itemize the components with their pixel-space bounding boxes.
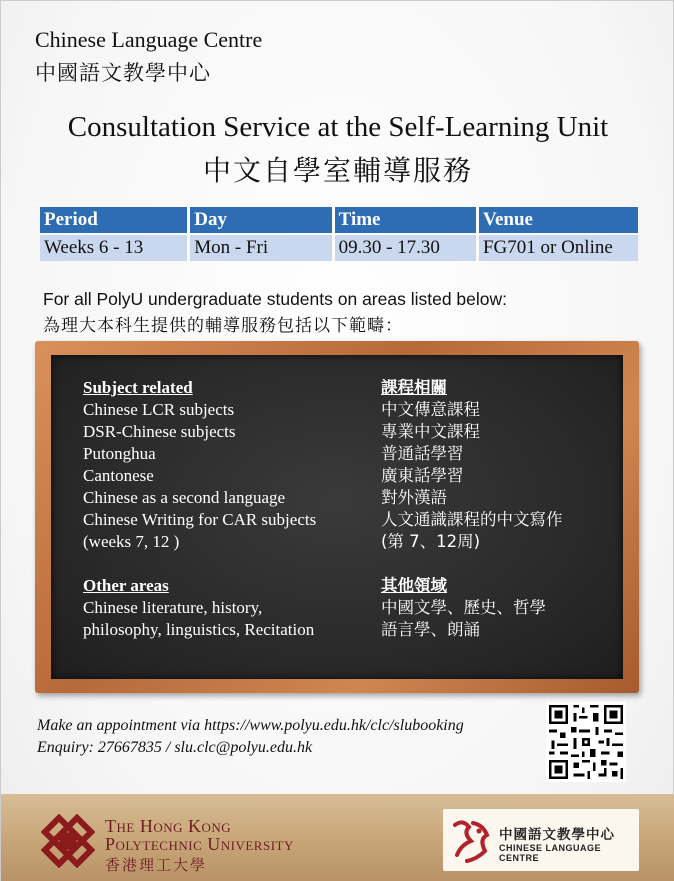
schedule-header-time: Time bbox=[335, 207, 476, 233]
list-item: Chinese literature, history, bbox=[83, 598, 263, 617]
contact-info bbox=[37, 715, 464, 759]
list-item: 中文傳意課程 bbox=[381, 400, 480, 419]
list-item: philosophy, linguistics, Recitation bbox=[83, 620, 315, 639]
intro-text-zh: 為理大本科生提供的輔導服務包括以下範疇： bbox=[43, 316, 403, 336]
list-item: 中國文學、歷史、哲學 bbox=[381, 598, 546, 617]
list-item: (weeks 7, 12 ) bbox=[83, 532, 180, 551]
polyu-name-line2: Polytechnic University bbox=[105, 834, 294, 854]
list-item: DSR-Chinese subjects bbox=[83, 422, 236, 441]
schedule-day: Mon - Fri bbox=[190, 235, 331, 261]
schedule-time: 09.30 - 17.30 bbox=[335, 235, 476, 261]
other-heading-zh: 其他領域 bbox=[381, 576, 447, 595]
chalkboard-frame bbox=[35, 341, 639, 693]
schedule-header-day: Day bbox=[190, 207, 331, 233]
list-item: Cantonese bbox=[83, 466, 154, 485]
list-item: 專業中文課程 bbox=[381, 422, 480, 441]
list-item: Chinese LCR subjects bbox=[83, 400, 235, 419]
footer bbox=[1, 794, 674, 881]
schedule-header-period: Period bbox=[40, 207, 187, 233]
list-item: 對外漢語 bbox=[381, 488, 447, 507]
schedule-table bbox=[37, 205, 641, 263]
chalkboard bbox=[51, 355, 623, 679]
list-item: Chinese Writing for CAR subjects bbox=[83, 510, 317, 529]
clc-name-en: CHINESE LANGUAGE CENTRE bbox=[499, 843, 602, 863]
schedule-row bbox=[40, 235, 638, 261]
polyu-name-zh: 香港理工大學 bbox=[105, 856, 208, 874]
qr-code-icon[interactable] bbox=[546, 702, 626, 782]
services-list-zh bbox=[381, 377, 621, 641]
list-item: (第 7、12周) bbox=[381, 532, 481, 551]
list-item: Putonghua bbox=[83, 444, 156, 463]
services-list-en bbox=[83, 377, 373, 641]
page-title-zh: 中文自學室輔導服務 bbox=[202, 154, 473, 187]
schedule-period: Weeks 6 - 13 bbox=[40, 235, 187, 261]
list-item: 廣東話學習 bbox=[381, 466, 464, 485]
polyu-logo-icon bbox=[41, 814, 95, 868]
list-item: 人文通識課程的中文寫作 bbox=[381, 510, 563, 529]
page-title-en: Consultation Service at the Self-Learning Unit bbox=[67, 111, 609, 143]
clc-logo-badge bbox=[443, 809, 639, 871]
clc-name-zh: 中國語文教學中心 bbox=[499, 827, 615, 843]
subject-heading-zh: 課程相關 bbox=[381, 378, 447, 397]
schedule-header-venue: Venue bbox=[479, 207, 638, 233]
org-name-en: Chinese Language Centre bbox=[35, 27, 263, 52]
intro-text-en: For all PolyU undergraduate students on areas listed below: bbox=[43, 289, 508, 309]
clc-logo-icon bbox=[449, 815, 495, 865]
list-item: Chinese as a second language bbox=[83, 488, 286, 507]
schedule-header-row bbox=[40, 207, 638, 233]
appointment-link[interactable]: Make an appointment via https://www.polyu.edu.hk/clc/slubooking bbox=[37, 717, 464, 734]
enquiry-text: Enquiry: 27667835 / slu.clc@polyu.edu.hk bbox=[37, 739, 313, 756]
subject-heading-en: Subject related bbox=[83, 378, 193, 397]
other-heading-en: Other areas bbox=[83, 576, 169, 595]
org-name-zh: 中國語文教學中心 bbox=[35, 61, 211, 85]
list-item: 普通話學習 bbox=[381, 444, 464, 463]
list-item: 語言學、朗誦 bbox=[381, 620, 480, 639]
polyu-name-line1: The Hong Kong bbox=[105, 816, 232, 836]
schedule-venue: FG701 or Online bbox=[479, 235, 638, 261]
